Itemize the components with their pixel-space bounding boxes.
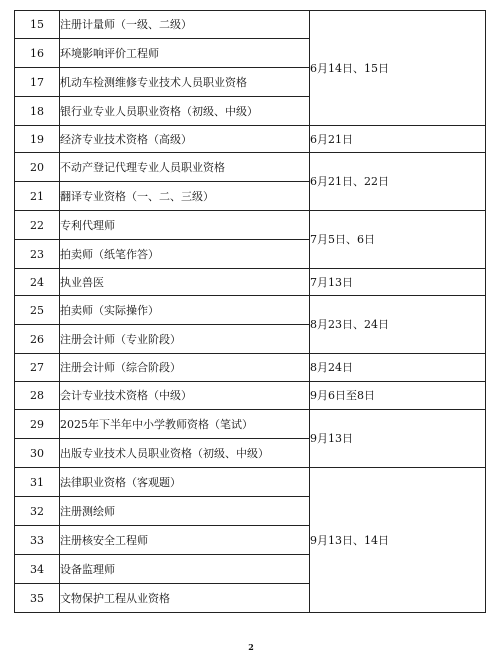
row-number: 15 xyxy=(15,11,60,39)
exam-name: 专利代理师 xyxy=(60,211,310,240)
exam-name: 注册会计师（专业阶段） xyxy=(60,325,310,354)
table-row xyxy=(15,126,486,153)
row-number: 26 xyxy=(15,325,60,354)
row-number: 31 xyxy=(15,468,60,497)
exam-name: 拍卖师（纸笔作答） xyxy=(60,240,310,269)
row-number: 19 xyxy=(15,126,60,153)
exam-name: 经济专业技术资格（高级） xyxy=(60,126,310,153)
exam-name: 注册会计师（综合阶段） xyxy=(60,354,310,382)
exam-name: 设备监理师 xyxy=(60,555,310,584)
row-number: 17 xyxy=(15,68,60,97)
page-number: 2 xyxy=(248,642,254,652)
row-number: 20 xyxy=(15,153,60,182)
row-number: 24 xyxy=(15,269,60,296)
exam-date: 9月13日 xyxy=(310,410,486,468)
exam-name: 注册测绘师 xyxy=(60,497,310,526)
exam-name: 翻译专业资格（一、二、三级） xyxy=(60,182,310,211)
exam-name: 会计专业技术资格（中级） xyxy=(60,382,310,410)
exam-date: 7月13日 xyxy=(310,269,486,296)
exam-name: 法律职业资格（客观题） xyxy=(60,468,310,497)
exam-name: 2025年下半年中小学教师资格（笔试） xyxy=(60,410,310,439)
exam-date: 7月5日、6日 xyxy=(310,211,486,269)
table-row xyxy=(15,468,486,497)
row-number: 22 xyxy=(15,211,60,240)
row-number: 16 xyxy=(15,39,60,68)
exam-name: 注册计量师（一级、二级） xyxy=(60,11,310,39)
table-row xyxy=(15,296,486,325)
exam-date: 6月21日 xyxy=(310,126,486,153)
row-number: 33 xyxy=(15,526,60,555)
table-row xyxy=(15,382,486,410)
table-row xyxy=(15,153,486,182)
row-number: 27 xyxy=(15,354,60,382)
row-number: 30 xyxy=(15,439,60,468)
row-number: 23 xyxy=(15,240,60,269)
exam-date: 8月23日、24日 xyxy=(310,296,486,354)
row-number: 28 xyxy=(15,382,60,410)
exam-name: 注册核安全工程师 xyxy=(60,526,310,555)
table-row xyxy=(15,11,486,39)
exam-name: 文物保护工程从业资格 xyxy=(60,584,310,613)
exam-name: 执业兽医 xyxy=(60,269,310,296)
row-number: 35 xyxy=(15,584,60,613)
table-row xyxy=(15,211,486,240)
exam-date: 8月24日 xyxy=(310,354,486,382)
exam-name: 不动产登记代理专业人员职业资格 xyxy=(60,153,310,182)
row-number: 21 xyxy=(15,182,60,211)
exam-name: 环境影响评价工程师 xyxy=(60,39,310,68)
exam-name: 机动车检测维修专业技术人员职业资格 xyxy=(60,68,310,97)
exam-name: 拍卖师（实际操作） xyxy=(60,296,310,325)
row-number: 32 xyxy=(15,497,60,526)
exam-date: 9月13日、14日 xyxy=(310,468,486,613)
row-number: 34 xyxy=(15,555,60,584)
exam-name: 银行业专业人员职业资格（初级、中级） xyxy=(60,97,310,126)
exam-date: 6月21日、22日 xyxy=(310,153,486,211)
row-number: 18 xyxy=(15,97,60,126)
row-number: 29 xyxy=(15,410,60,439)
exam-name: 出版专业技术人员职业资格（初级、中级） xyxy=(60,439,310,468)
table-row xyxy=(15,269,486,296)
exam-date: 6月14日、15日 xyxy=(310,11,486,126)
table-row xyxy=(15,410,486,439)
exam-schedule-table xyxy=(14,10,486,613)
table-row xyxy=(15,354,486,382)
exam-date: 9月6日至8日 xyxy=(310,382,486,410)
row-number: 25 xyxy=(15,296,60,325)
